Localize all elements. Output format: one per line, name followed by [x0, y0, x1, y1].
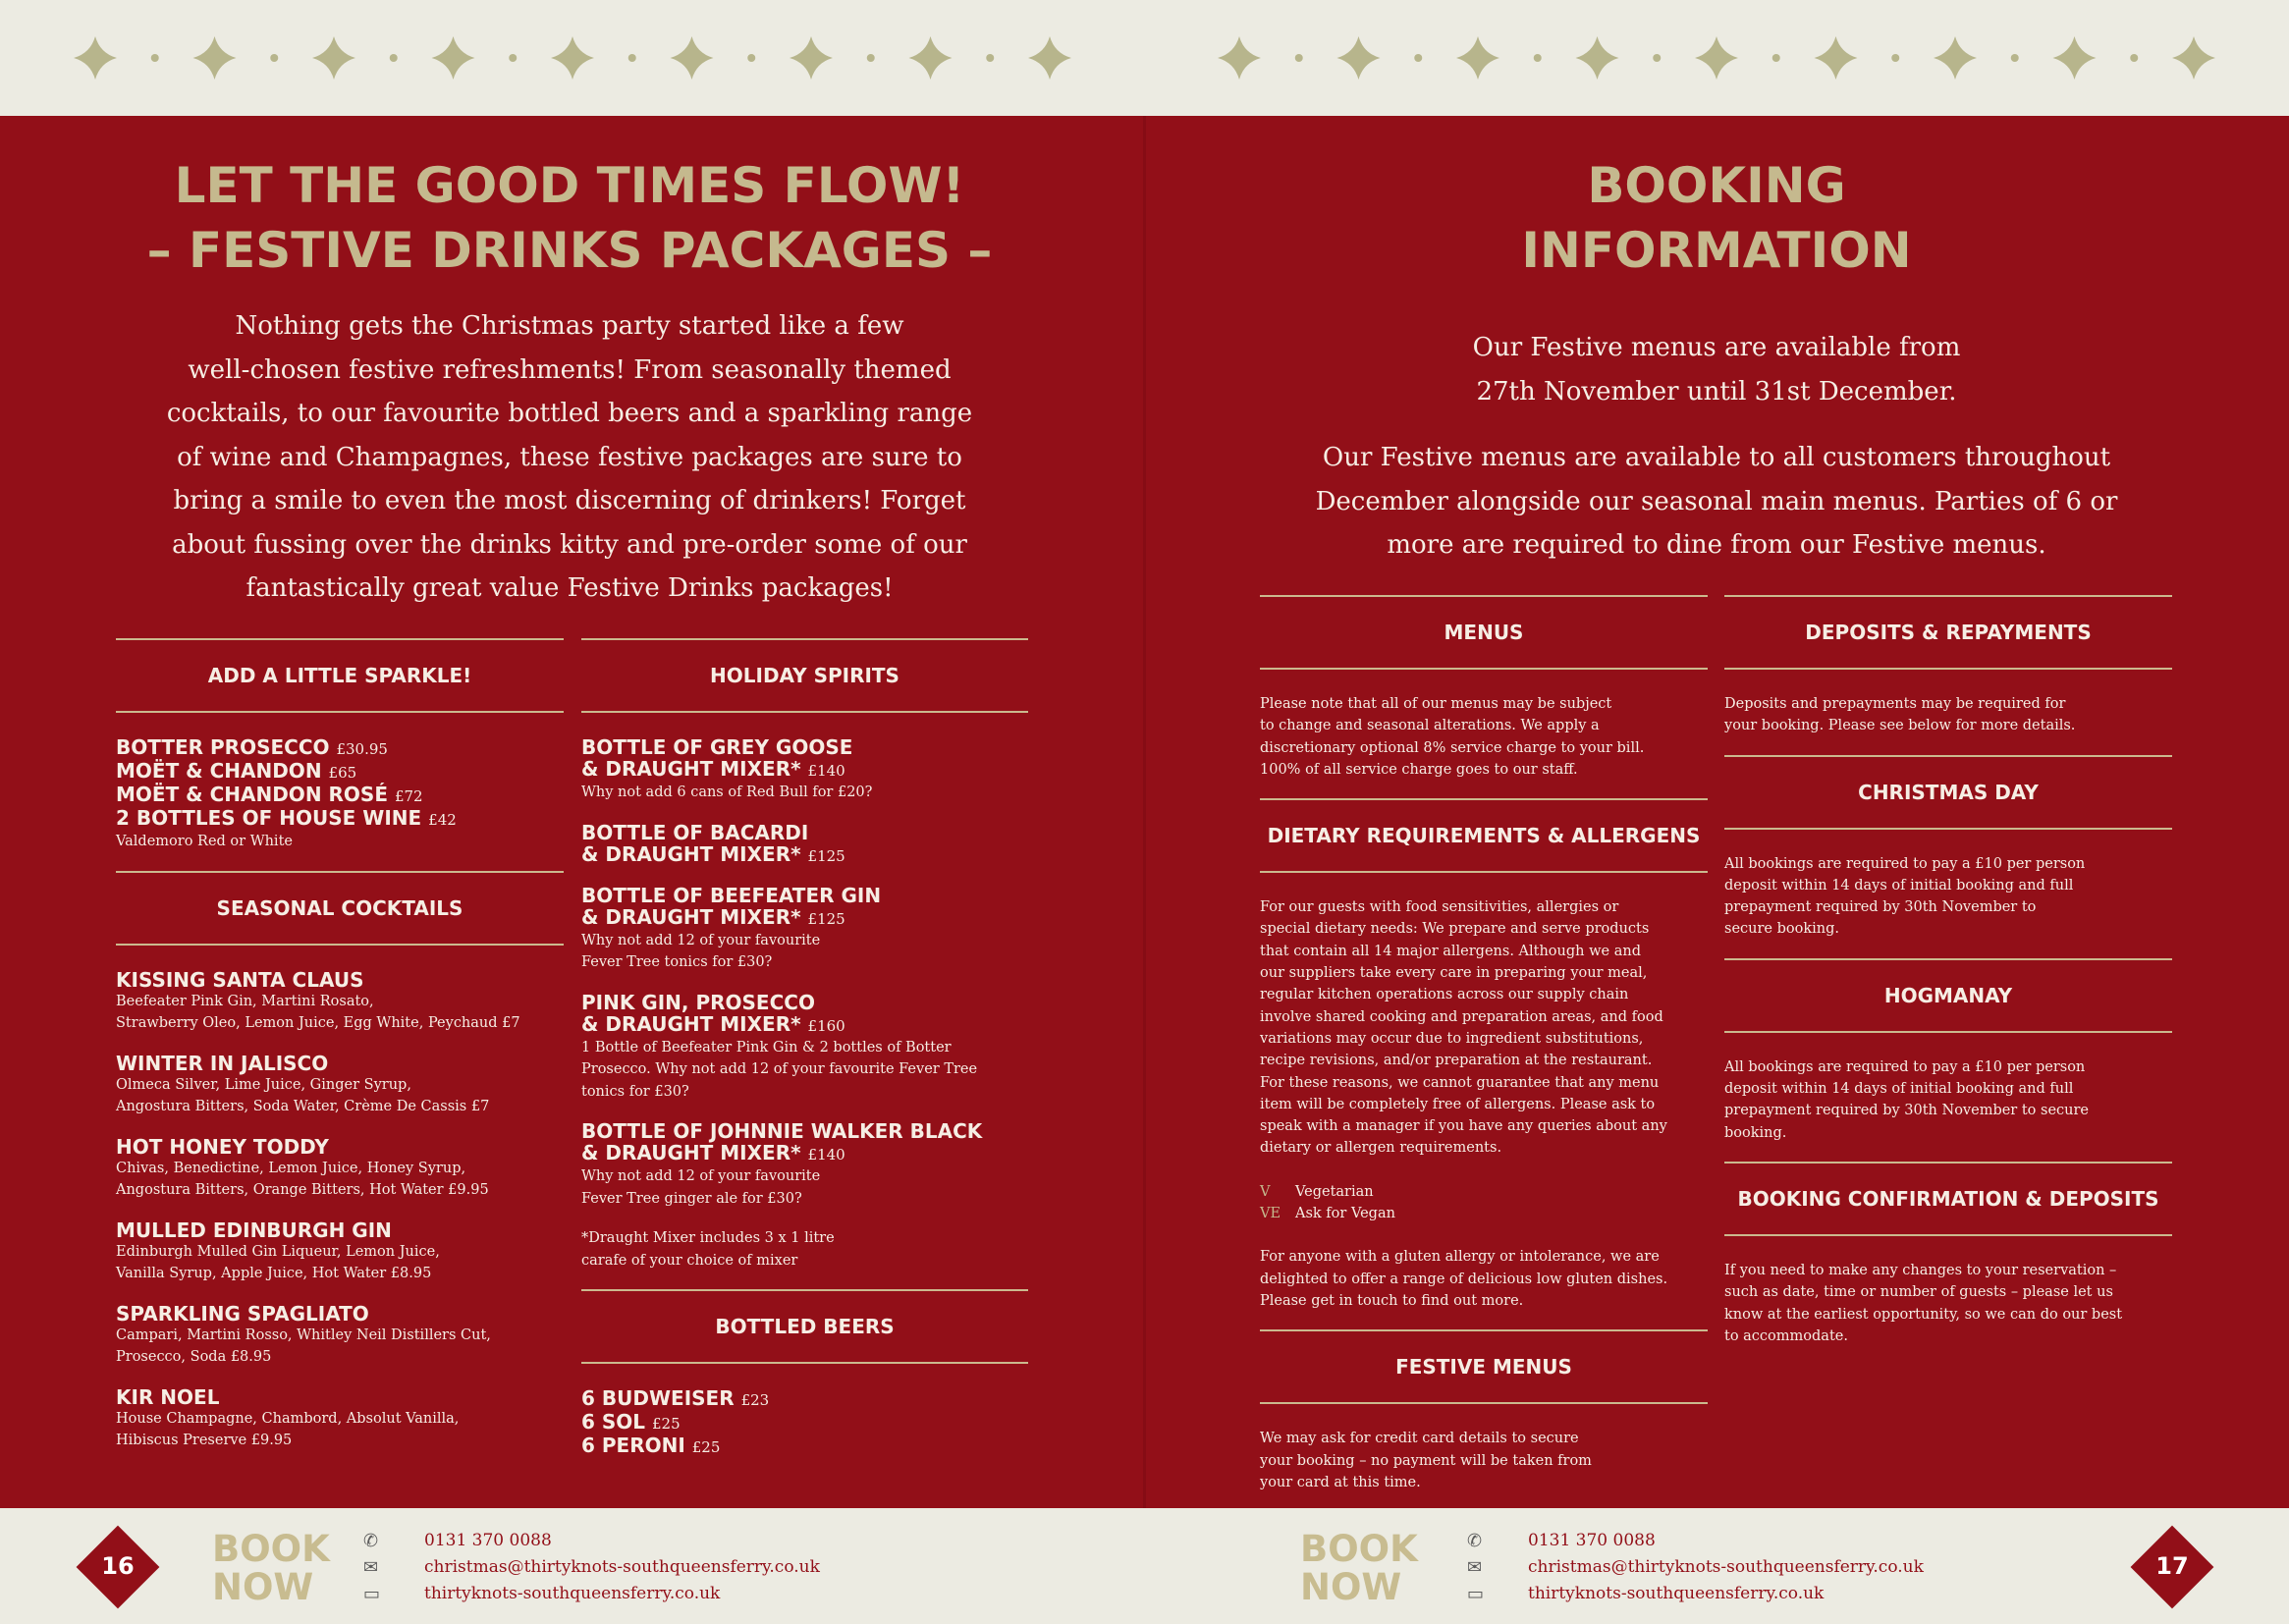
- spirits-list: [581, 713, 1028, 1272]
- hogmanay-heading: HOGMANAY: [1883, 983, 2013, 1007]
- web-row[interactable]: ▭ thirtyknots-southqueensferry.co.uk: [363, 1581, 820, 1607]
- cocktail-item: KISSING SANTA CLAUS Beefeater Pink Gin, Martini Rosato, Strawberry Oleo, Lemon Juice, Egg White, Peychaud £7: [116, 967, 520, 1031]
- envelope-icon: ✉: [363, 1557, 379, 1578]
- intro-line: fantastically great value Festive Drinks packages!: [245, 573, 894, 603]
- spirits-heading: HOLIDAY SPIRITS: [710, 664, 899, 687]
- footer: [0, 1508, 2289, 1624]
- phone-row[interactable]: ✆ 0131 370 0088: [1467, 1528, 1924, 1554]
- beers-heading: BOTTLED BEERS: [715, 1315, 895, 1338]
- phone-icon: ✆: [1467, 1531, 1483, 1551]
- right-title-line1: BOOKING: [1587, 157, 1846, 214]
- contact-right: [1467, 1528, 1924, 1607]
- hogmanay-text: All bookings are required to pay a £10 per person deposit within 14 days of initial booking and full prepayment required by 30th November to secure booking.: [1724, 1058, 2090, 1141]
- cocktail-item: SPARKLING SPAGLIATO Campari, Martini Rosso, Whitley Neil Distillers Cut, Prosecco, Soda £8.95: [116, 1301, 491, 1365]
- dietary-heading: DIETARY REQUIREMENTS & ALLERGENS: [1267, 824, 1701, 848]
- star-icon: [2172, 36, 2215, 80]
- intro-line: 27th November until 31st December.: [1476, 376, 1957, 406]
- spirit-item: BOTTLE OF GREY GOOSE & DRAUGHT MIXER* £140 Why not add 6 cans of Red Bull for £20?: [581, 735, 873, 800]
- email-row[interactable]: ✉ christmas@thirtyknots-southqueensferry.co.uk: [363, 1554, 820, 1581]
- intro-line: Our Festive menus are available to all customers throughout: [1322, 443, 2111, 472]
- christmas-text: All bookings are required to pay a £10 per person deposit within 14 days of initial booking and full prepayment required by 30th November to secure booking.: [1724, 855, 2086, 938]
- book-now-left: BOOK NOW: [212, 1528, 330, 1608]
- dot-icon: [1534, 54, 1542, 62]
- intro-line: more are required to dine from our Festive menus.: [1387, 530, 2046, 560]
- beer-item: 6 PERONI £25: [581, 1434, 721, 1457]
- deposits-text: Deposits and prepayments may be required for your booking. Please see below for more details.: [1724, 696, 2076, 734]
- star-icon: [74, 36, 117, 80]
- dot-icon: [628, 54, 636, 62]
- page-number-right: 17: [2155, 1552, 2189, 1580]
- dot-icon: [986, 54, 994, 62]
- confirmation-heading: BOOKING CONFIRMATION & DEPOSITS: [1737, 1186, 2159, 1211]
- dot-icon: [1891, 54, 1899, 62]
- right-title: [1257, 153, 2176, 283]
- star-icon: [1576, 36, 1619, 80]
- dot-icon: [1295, 54, 1303, 62]
- star-icon: [909, 36, 953, 80]
- beer-item: 6 BUDWEISER £23: [581, 1386, 770, 1410]
- cocktail-item: HOT HONEY TODDY Chivas, Benedictine, Lemon Juice, Honey Syrup, Angostura Bitters, Orange Bitters, Hot Water £9.95: [116, 1134, 489, 1198]
- star-icon: [2053, 36, 2097, 80]
- cocktail-item: KIR NOEL House Champagne, Chambord, Absolut Vanilla, Hibiscus Preserve £9.95: [116, 1384, 460, 1448]
- mixer-footnote: *Draught Mixer includes 3 x 1 litre carafe of your choice of mixer: [581, 1230, 835, 1269]
- menus-heading: MENUS: [1444, 621, 1524, 644]
- beer-item: 6 SOL £25: [581, 1410, 681, 1434]
- christmas-heading: CHRISTMAS DAY: [1858, 780, 2039, 804]
- sparkle-list: [116, 713, 564, 853]
- star-icon: [1028, 36, 1071, 80]
- dot-icon: [1414, 54, 1422, 62]
- booking-column-2: [1724, 595, 2172, 1347]
- left-title: [98, 153, 1041, 283]
- dot-icon: [867, 54, 875, 62]
- star-icon: [1337, 36, 1381, 80]
- sparkle-note: Valdemoro Red or White: [116, 834, 293, 849]
- intro-line: Our Festive menus are available from: [1472, 333, 1961, 362]
- star-icon: [1815, 36, 1858, 80]
- dot-icon: [270, 54, 278, 62]
- dot-icon: [390, 54, 398, 62]
- web-row[interactable]: ▭ thirtyknots-southqueensferry.co.uk: [1467, 1581, 1924, 1607]
- monitor-icon: ▭: [363, 1584, 381, 1604]
- confirmation-text: If you need to make any changes to your reservation – such as date, time or number of guests – please let us know at the earliest opportunity, so we can do our best to accommodate.: [1724, 1262, 2123, 1344]
- menu-item: BOTTER PROSECCO £30.95: [116, 735, 388, 759]
- star-icon: [432, 36, 475, 80]
- menu-item: MOËT & CHANDON ROSÉ £72: [116, 783, 423, 806]
- left-title-line2: – FESTIVE DRINKS PACKAGES –: [146, 222, 993, 279]
- star-icon: [1218, 36, 1261, 80]
- booking-column-1: [1260, 595, 1708, 1493]
- spirit-item: BOTTLE OF BEEFEATER GIN & DRAUGHT MIXER* £125 Why not add 12 of your favourite Fever Tree tonics for £30?: [581, 883, 882, 970]
- star-icon: [312, 36, 355, 80]
- drinks-column-2: [581, 638, 1028, 1458]
- cocktail-item: MULLED EDINBURGH GIN Edinburgh Mulled Gin Liqueur, Lemon Juice, Vanilla Syrup, Apple Juice, Hot Water £8.95: [116, 1218, 440, 1281]
- dot-icon: [2011, 54, 2019, 62]
- deposits-heading: DEPOSITS & REPAYMENTS: [1805, 621, 2092, 644]
- cocktail-item: WINTER IN JALISCO Olmeca Silver, Lime Juice, Ginger Syrup, Angostura Bitters, Soda Water, Crème De Cassis £7: [116, 1051, 490, 1114]
- dietary-text: For our guests with food sensitivities, allergies or special dietary needs: We prepare and serve products that contain all 14 major allergens. Although we and our suppliers take every care in preparing your meal, regular kitchen operations across our supply chain involve shared cooking and preparation areas, and food variations may occur due to ingredient substitutions, recipe revisions, and/or preparation at the restaurant. For these reasons, we cannot guarantee that any menu item will be completely free of allergens. Please ask to speak with a manager if you have any queries about any dietary or allergen requirements. V Vegetarian VE Ask for Vegan For anyone with a gluten allergy or intolerance, we are delighted to offer a range of delicious low gluten dishes. Please get in touch to find out more.: [1260, 873, 1708, 1329]
- intro-line: December alongside our seasonal main menus. Parties of 6 or: [1315, 486, 2118, 516]
- star-icon: [1456, 36, 1499, 80]
- page-fold: [1143, 116, 1146, 1508]
- intro-line: Nothing gets the Christmas party started like a few: [235, 311, 904, 341]
- envelope-icon: ✉: [1467, 1557, 1483, 1578]
- dot-icon: [1653, 54, 1661, 62]
- contact-left: [363, 1528, 820, 1607]
- festive-heading: FESTIVE MENUS: [1395, 1355, 1572, 1380]
- vegetarian-key: V Vegetarian: [1260, 1183, 1374, 1200]
- star-icon: [671, 36, 714, 80]
- phone-row[interactable]: ✆ 0131 370 0088: [363, 1528, 820, 1554]
- dot-icon: [151, 54, 159, 62]
- intro-line: of wine and Champagnes, these festive packages are sure to: [177, 442, 962, 472]
- page-number-left: 16: [101, 1552, 135, 1580]
- star-icon: [551, 36, 594, 80]
- festive-text: We may ask for credit card details to secure your booking – no payment will be taken from your card at this time.: [1260, 1431, 1592, 1490]
- right-intro: [1218, 326, 2215, 568]
- star-icon: [193, 36, 237, 80]
- book-now-right: BOOK NOW: [1300, 1528, 1418, 1608]
- phone-icon: ✆: [363, 1531, 379, 1551]
- cocktails-heading: SEASONAL COCKTAILS: [216, 895, 463, 920]
- cocktail-list: [116, 946, 564, 1452]
- monitor-icon: ▭: [1467, 1584, 1485, 1604]
- spirit-item: BOTTLE OF BACARDI & DRAUGHT MIXER* £125: [581, 820, 845, 866]
- intro-line: bring a smile to even the most discerning of drinkers! Forget: [173, 486, 966, 515]
- star-icon: [790, 36, 833, 80]
- spirit-item: PINK GIN, PROSECCO & DRAUGHT MIXER* £160 1 Bottle of Beefeater Pink Gin & 2 bottles of Botter Prosecco. Why not add 12 of your favourite Fever Tree tonics for £30?: [581, 990, 978, 1100]
- right-title-line2: INFORMATION: [1521, 222, 1912, 279]
- intro-line: well-chosen festive refreshments! From seasonally themed: [188, 354, 952, 385]
- dot-icon: [509, 54, 517, 62]
- intro-line: cocktails, to our favourite bottled beers and a sparkling range: [166, 399, 973, 428]
- spirit-item: BOTTLE OF JOHNNIE WALKER BLACK & DRAUGHT MIXER* £140 Why not add 12 of your favourite Fever Tree ginger ale for £30?: [581, 1119, 983, 1207]
- dot-icon: [1772, 54, 1780, 62]
- star-icon: [1695, 36, 1738, 80]
- menu-item: 2 BOTTLES OF HOUSE WINE £42: [116, 806, 457, 830]
- vegan-key: VE Ask for Vegan: [1260, 1206, 1395, 1222]
- left-intro: [98, 304, 1041, 611]
- drinks-column-1: [116, 638, 564, 1470]
- dot-icon: [2130, 54, 2138, 62]
- beers-list: [581, 1364, 1028, 1458]
- menu-item: MOËT & CHANDON £65: [116, 759, 357, 783]
- star-decoration: [0, 0, 2289, 116]
- left-title-line1: LET THE GOOD TIMES FLOW!: [174, 157, 965, 214]
- star-icon: [1934, 36, 1977, 80]
- sparkle-heading: ADD A LITTLE SPARKLE!: [207, 664, 472, 687]
- dot-icon: [747, 54, 755, 62]
- intro-line: about fussing over the drinks kitty and pre-order some of our: [172, 529, 967, 560]
- menus-text: Please note that all of our menus may be subject to change and seasonal alterations. We apply a discretionary optional 8% service charge to your bill. 100% of all service charge goes to our staff.: [1260, 696, 1645, 778]
- email-row[interactable]: ✉ christmas@thirtyknots-southqueensferry.co.uk: [1467, 1554, 1924, 1581]
